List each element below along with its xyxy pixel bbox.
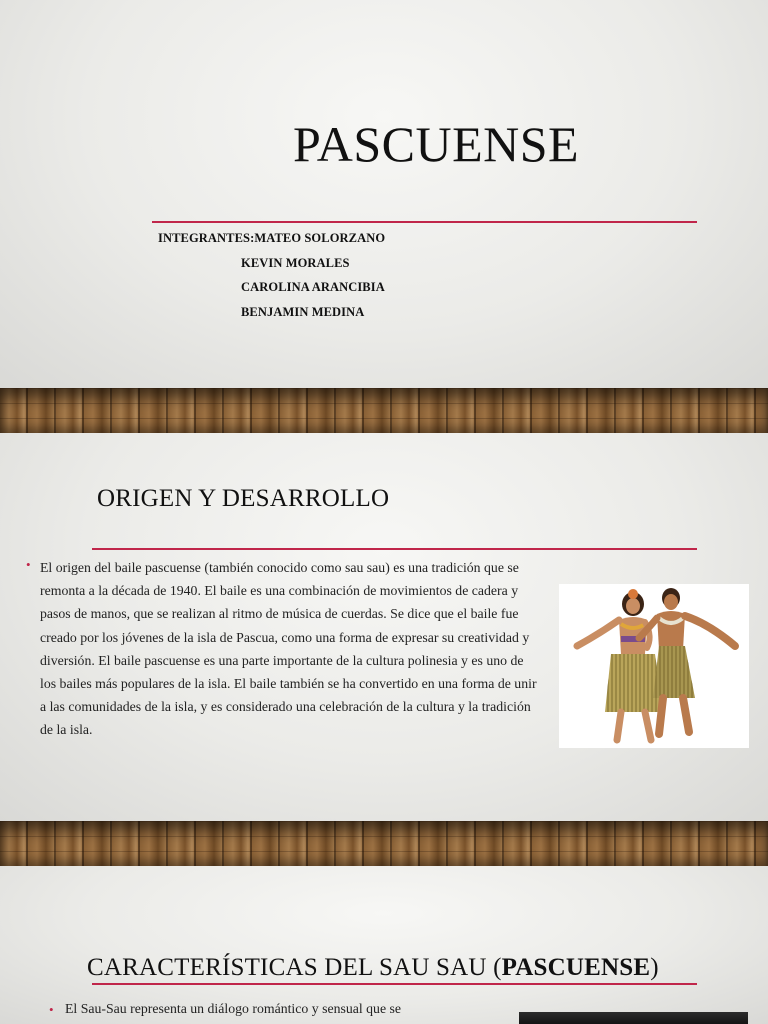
slide-title xyxy=(0,0,768,388)
bullet-icon: • xyxy=(26,557,31,572)
dancers-icon xyxy=(559,584,749,748)
title-divider xyxy=(152,221,697,223)
origin-paragraph: El origen del baile pascuense (también conocido como sau sau) es una tradición que se remonta a la década de 1940. El baile es una combinación de movimientos de cadera y pasos de manos, que se realizan al ritmo de música de cuerdas. Se dice que el baile fue creado por los jóvenes de la isla de Pascua, como una forma de expresar su creatividad y diversión. El baile pascuense es una parte importante de la cultura polinesia y es uno de los bailes más populares de la isla. El baile también se ha convertido en una forma de unir a las comunidades de la isla, y es considerado una celebración de la cultura y la tradición de la isla. xyxy=(40,560,537,738)
characteristics-heading xyxy=(87,954,659,982)
bullet-icon-2: • xyxy=(49,1002,54,1017)
characteristics-divider xyxy=(92,983,697,985)
slide-title-heading: PASCUENSE xyxy=(293,116,580,172)
origin-heading: ORIGEN Y DESARROLLO xyxy=(97,485,390,512)
wood-floor-divider-2 xyxy=(0,821,768,866)
characteristics-text: El Sau-Sau representa un diálogo romántico y sensual que se xyxy=(65,1001,402,1016)
characteristics-heading-bold: PASCUENSE xyxy=(501,954,651,981)
characteristics-heading-prefix: CARACTERÍSTICAS DEL SAU SAU ( xyxy=(87,954,502,981)
member-line-4: BENJAMIN MEDINA xyxy=(241,305,365,319)
member-line-3: CAROLINA ARANCIBIA xyxy=(241,280,385,294)
characteristics-photo xyxy=(519,1012,748,1024)
origin-divider xyxy=(92,548,697,550)
member-line-2: KEVIN MORALES xyxy=(241,256,350,270)
characteristics-heading-suffix: ) xyxy=(650,954,659,981)
wood-floor-divider xyxy=(0,388,768,433)
dancers-illustration xyxy=(559,584,749,748)
member-line-1: INTEGRANTES:MATEO SOLORZANO xyxy=(158,231,386,245)
